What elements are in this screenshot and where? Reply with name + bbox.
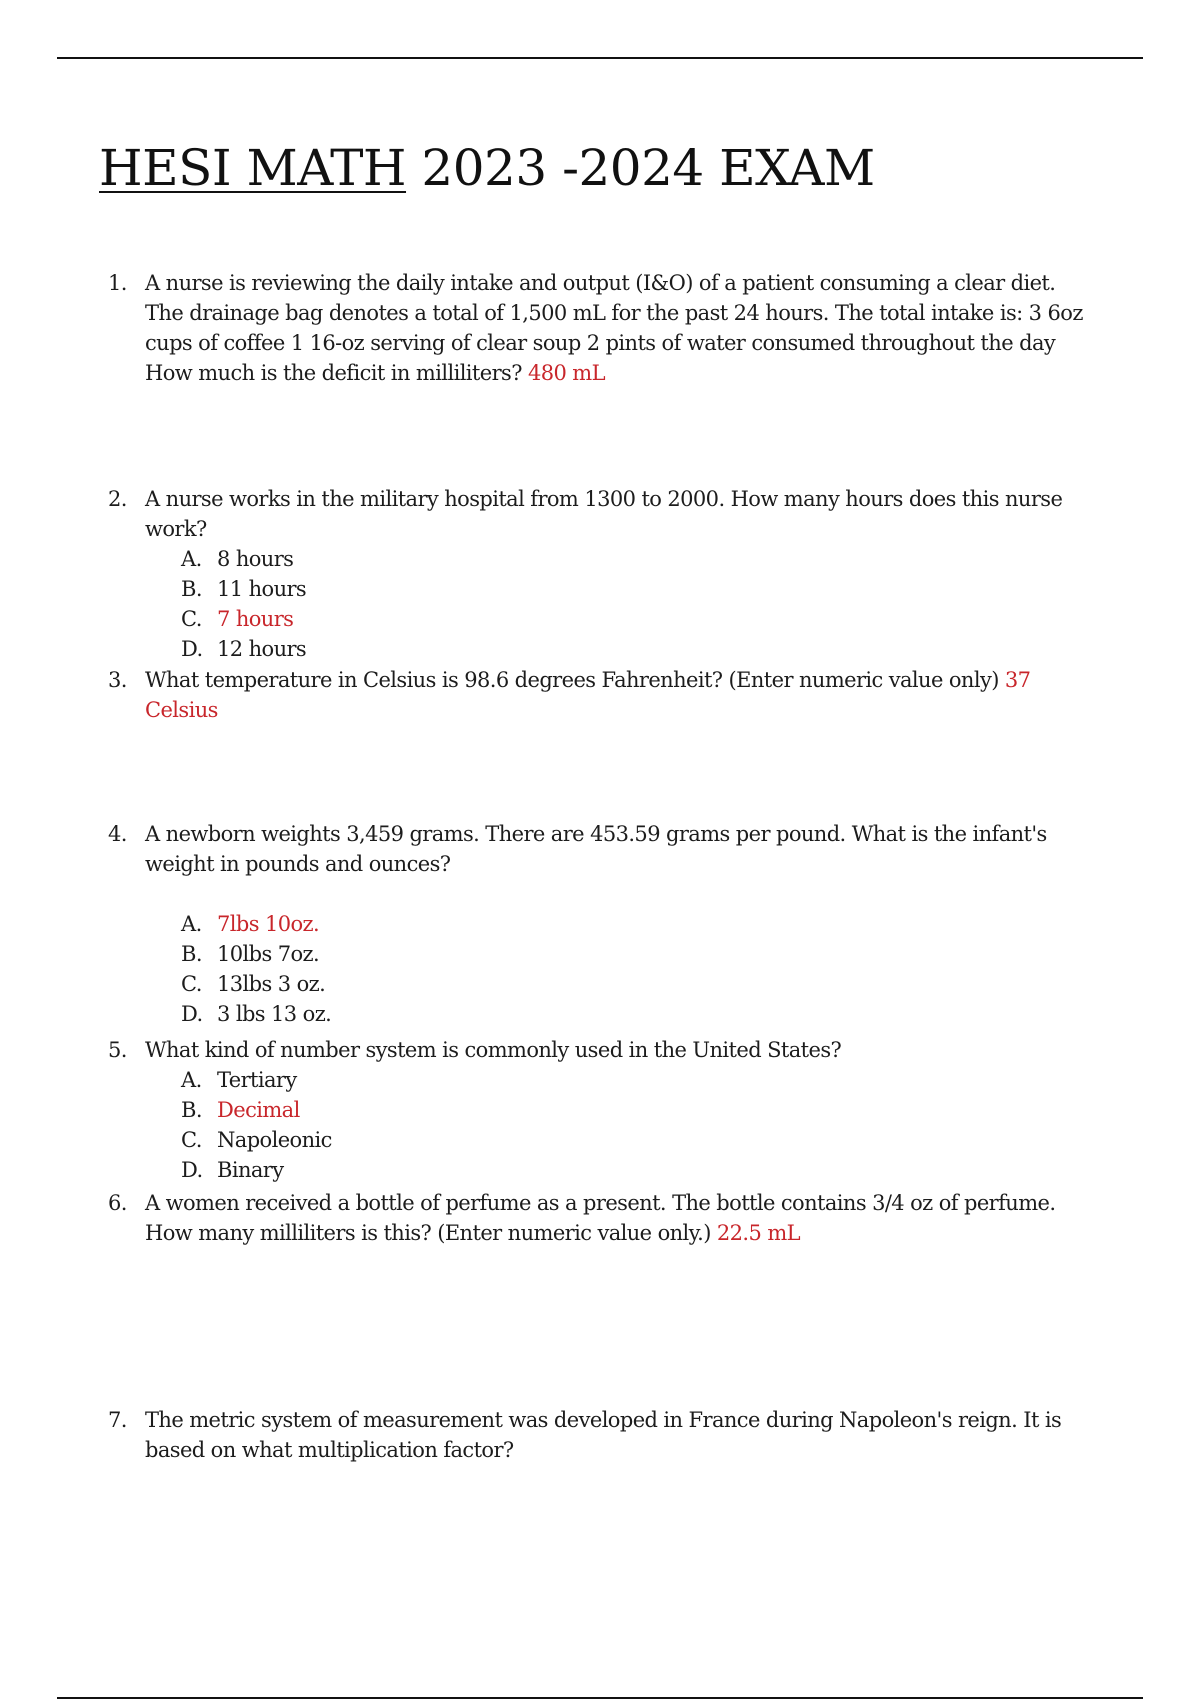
question-text: A nurse is reviewing the daily intake and output (I&O) of a patient consuming a clear diet. The drainage bag denotes a total of 1,500 mL for the past 24 hours. The total intake is: 3 6oz cups of coffee 1 16-oz serving of clear soup 2 pints of water consumed throughout the day How much is the deficit in milliliters? 480 mL: [145, 271, 1083, 385]
question-text: A nurse works in the military hospital from 1300 to 2000. How many hours does this nurse work?: [145, 487, 1063, 541]
option-a: A. Tertiary: [181, 1068, 297, 1092]
answer: 37 Celsius: [145, 668, 1031, 722]
question-number: 1.: [108, 271, 127, 295]
title-rest: 2023 -2024 EXAM: [406, 139, 875, 197]
question-number: 4.: [108, 822, 127, 846]
question-text: The metric system of measurement was developed in France during Napoleon's reign. It is based on what multiplication factor?: [145, 1408, 1062, 1462]
question-number: 7.: [108, 1408, 127, 1432]
question-5: [108, 1035, 1085, 1185]
option-d: D. 12 hours: [181, 637, 307, 661]
question-number: 3.: [108, 668, 127, 692]
option-list: [145, 909, 1085, 1029]
option-b: B. 11 hours: [181, 577, 307, 601]
question-text: A women received a bottle of perfume as a present. The bottle contains 3/4 oz of perfume. How many milliliters is this? (Enter numeric value only.) 22.5 mL: [145, 1191, 1056, 1245]
option-c: C. 13lbs 3 oz.: [181, 972, 326, 996]
bottom-rule: [57, 1697, 1143, 1699]
answer: 480 mL: [527, 361, 605, 385]
question-7: [108, 1405, 1085, 1465]
option-a: A. 8 hours: [181, 547, 294, 571]
title-underlined: HESI MATH: [99, 139, 407, 197]
document-title: [99, 138, 875, 198]
question-number: 2.: [108, 487, 127, 511]
option-b: B. 10lbs 7oz.: [181, 942, 320, 966]
option-list: [145, 1065, 1085, 1185]
option-c: C. Napoleonic: [181, 1128, 332, 1152]
question-1: [108, 268, 1085, 388]
top-rule: [57, 57, 1143, 59]
question-3: [108, 665, 1085, 725]
option-b-correct: B. Decimal: [181, 1098, 300, 1122]
question-4: [108, 819, 1085, 1029]
option-list: [145, 544, 1085, 664]
question-text: A newborn weights 3,459 grams. There are 453.59 grams per pound. What is the infant's weight in pounds and ounces?: [145, 822, 1047, 876]
question-2: [108, 484, 1085, 664]
option-d: D. Binary: [181, 1158, 284, 1182]
answer: 22.5 mL: [716, 1221, 800, 1245]
question-text: What temperature in Celsius is 98.6 degrees Fahrenheit? (Enter numeric value only) 37 Celsius: [145, 668, 1031, 722]
option-a-correct: A. 7lbs 10oz.: [181, 912, 320, 936]
option-c-correct: C. 7 hours: [181, 607, 294, 631]
question-text: What kind of number system is commonly used in the United States?: [145, 1038, 842, 1062]
question-number: 5.: [108, 1038, 127, 1062]
question-6: [108, 1188, 1085, 1248]
option-d: D. 3 lbs 13 oz.: [181, 1002, 332, 1026]
question-number: 6.: [108, 1191, 127, 1215]
